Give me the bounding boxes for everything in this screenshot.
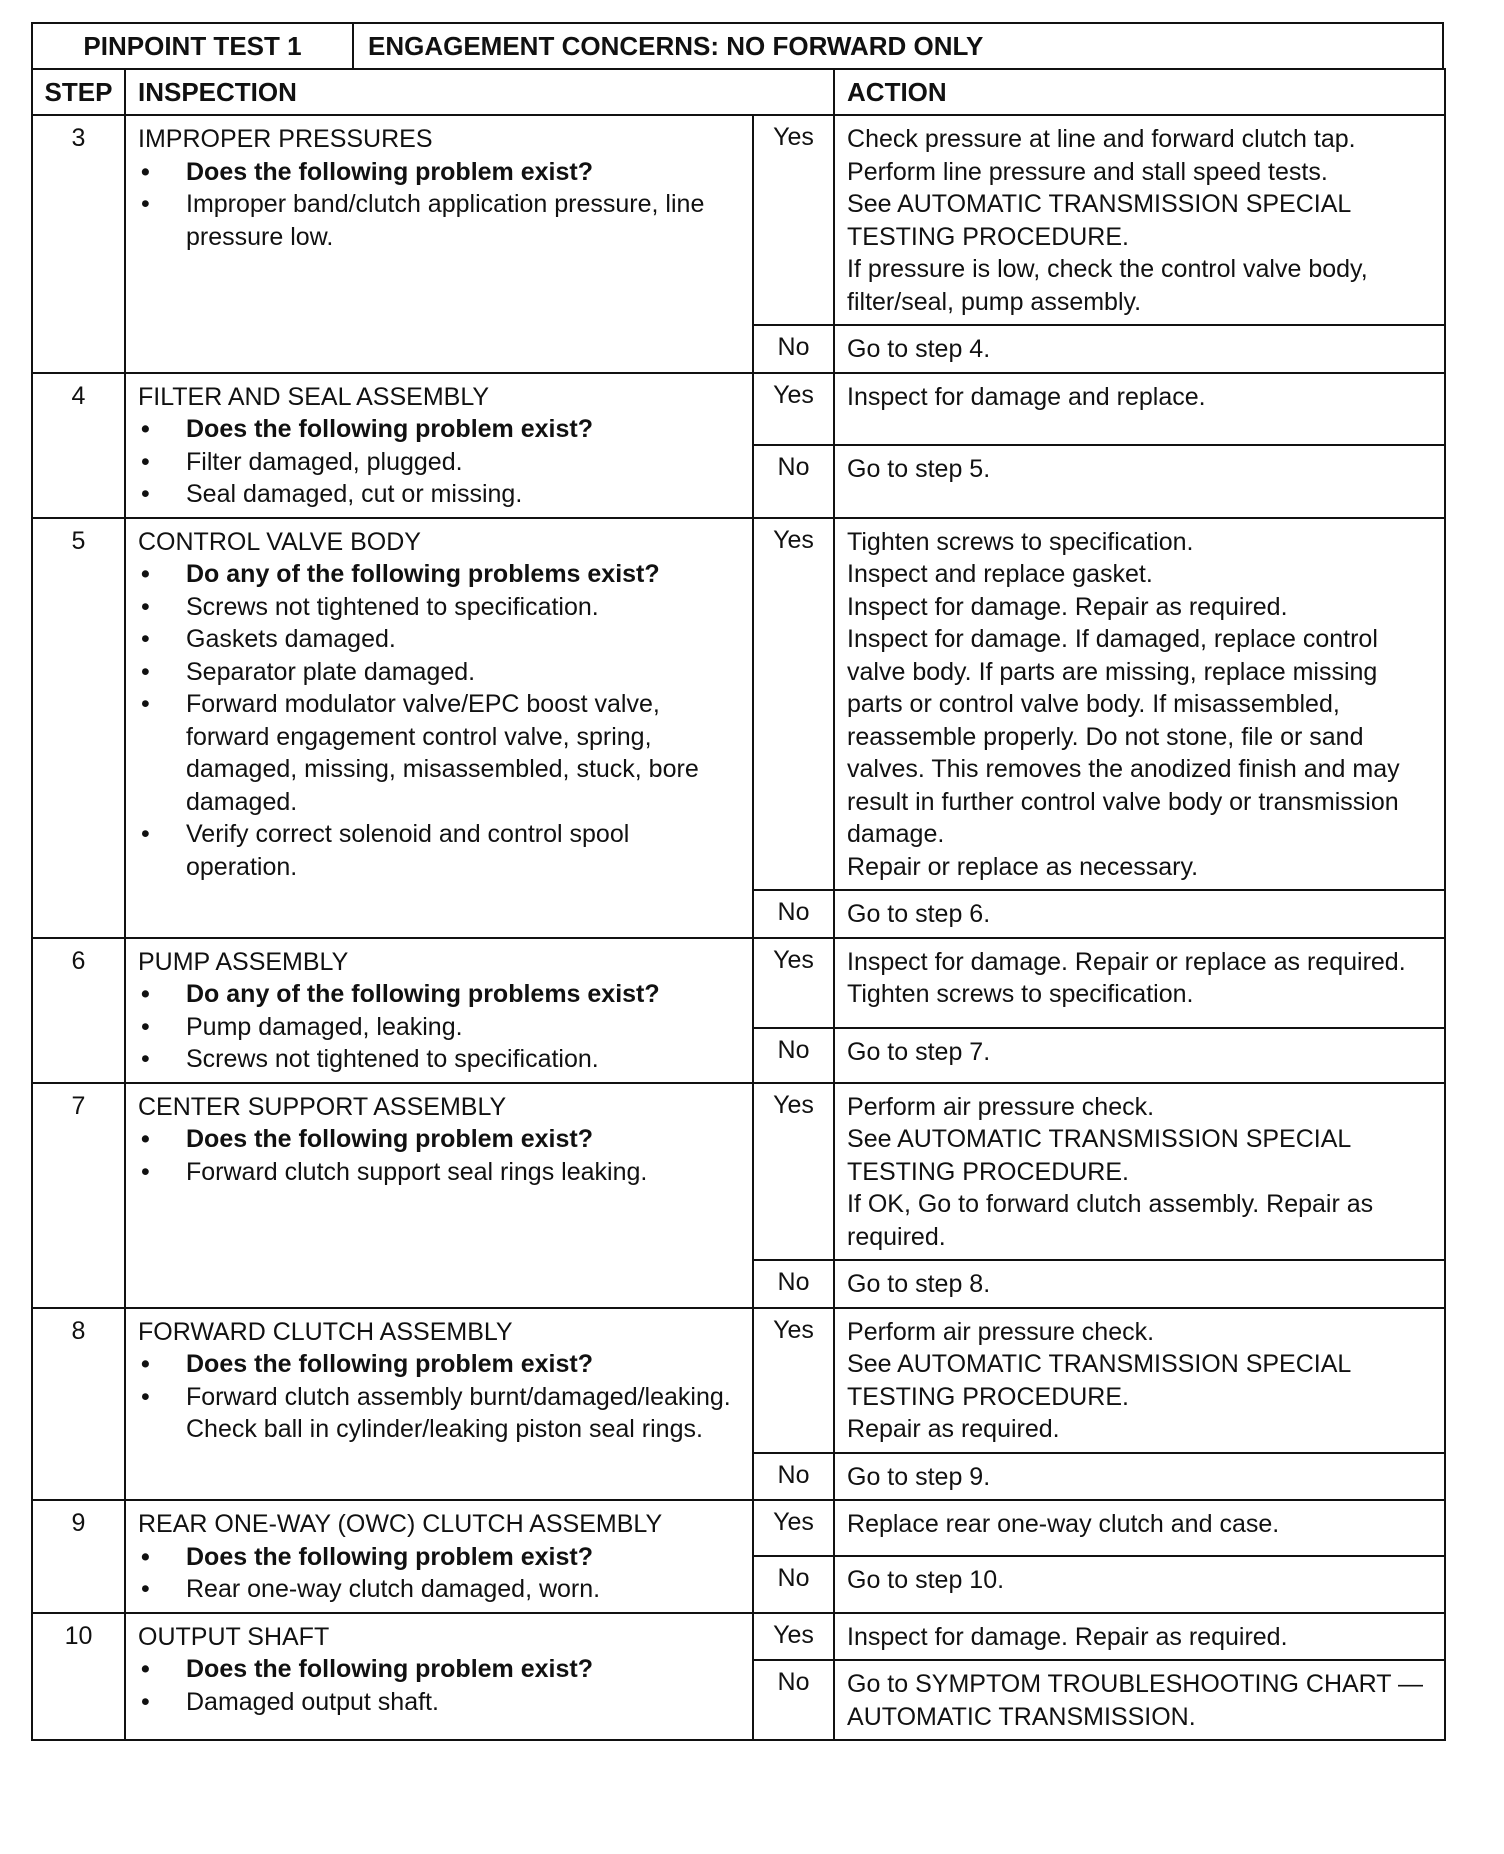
pinpoint-test-document xyxy=(31,22,1444,1741)
inspection-item: • Verify correct solenoid and control spool operation. xyxy=(138,818,742,883)
yes-action xyxy=(834,518,1445,891)
inspection-cell xyxy=(125,1308,753,1501)
inspection-title: CONTROL VALVE BODY xyxy=(138,527,421,556)
action-line: Perform line pressure and stall speed tests. xyxy=(847,157,1328,186)
no-action xyxy=(834,1660,1445,1740)
action-line: Go to step 9. xyxy=(847,1462,991,1491)
step-number: 5 xyxy=(32,518,125,938)
action-line: See AUTOMATIC TRANSMISSION SPECIAL TESTING PROCEDURE. xyxy=(847,1350,1351,1411)
inspection-title: FORWARD CLUTCH ASSEMBLY xyxy=(138,1317,513,1346)
yes-action xyxy=(834,1308,1445,1453)
inspection-item: • Forward clutch assembly burnt/damaged/leaking. Check ball in cylinder/leaking piston seal rings. xyxy=(138,1381,742,1446)
inspection-item: • Improper band/clutch application pressure, line pressure low. xyxy=(138,188,742,253)
action-line: Inspect and replace gasket. xyxy=(847,560,1153,588)
inspection-cell xyxy=(125,1083,753,1308)
inspection-list xyxy=(138,1653,742,1718)
inspection-item: • Pump damaged, leaking. xyxy=(138,1011,742,1044)
step-number: 10 xyxy=(32,1613,125,1741)
action-line: Inspect for damage. If damaged, replace control valve body. If parts are missing, replace missing parts or control valve body. If misassembled, reassemble properly. Do not stone, file or sand valves. This removes the anodized finish and may result in further control valve body or transmission damage. xyxy=(847,625,1400,848)
inspection-item: • Forward modulator valve/EPC boost valve, forward engagement control valve, spring, damaged, missing, misassembled, stuck, bore damaged. xyxy=(138,688,742,818)
inspection-cell xyxy=(125,938,753,1083)
yes-action xyxy=(834,373,1445,446)
inspection-list xyxy=(138,413,742,511)
action-line: Go to step 6. xyxy=(847,900,991,928)
yes-action xyxy=(834,1083,1445,1261)
action-line: Go to SYMPTOM TROUBLESHOOTING CHART — AUTOMATIC TRANSMISSION. xyxy=(847,1670,1424,1731)
inspection-cell xyxy=(125,1613,753,1741)
step-number: 8 xyxy=(32,1308,125,1501)
action-line: Go to step 7. xyxy=(847,1038,991,1067)
step-number: 6 xyxy=(32,938,125,1083)
no-label: No xyxy=(753,445,834,518)
header-row xyxy=(32,69,1445,115)
step-row-10 xyxy=(32,1613,1445,1661)
yes-label: Yes xyxy=(753,1083,834,1261)
yes-label: Yes xyxy=(753,1613,834,1661)
action-line: Inspect for damage. Repair as required. xyxy=(847,592,1288,621)
no-action xyxy=(834,1028,1445,1082)
yes-label: Yes xyxy=(753,373,834,446)
action-line: Go to step 5. xyxy=(847,455,991,483)
action-line: If OK, Go to forward clutch assembly. Repair as required. xyxy=(847,1190,1374,1251)
concern-title: ENGAGEMENT CONCERNS: NO FORWARD ONLY xyxy=(353,23,1443,69)
inspection-question: • Does the following problem exist? xyxy=(138,1653,742,1686)
no-action xyxy=(834,445,1445,518)
inspection-question: • Does the following problem exist? xyxy=(138,413,742,446)
no-label: No xyxy=(753,1260,834,1308)
step-number: 4 xyxy=(32,373,125,518)
inspection-item: • Gaskets damaged. xyxy=(138,623,742,656)
step-number: 9 xyxy=(32,1500,125,1613)
inspection-item: • Screws not tightened to specification. xyxy=(138,1043,742,1076)
step-row-8 xyxy=(32,1308,1445,1453)
action-line: Go to step 8. xyxy=(847,1270,991,1298)
step-row-4 xyxy=(32,373,1445,446)
action-line: If pressure is low, check the control valve body, filter/seal, pump assembly. xyxy=(847,255,1368,316)
no-label: No xyxy=(753,1660,834,1740)
inspection-item: • Filter damaged, plugged. xyxy=(138,446,742,479)
inspection-item: • Seal damaged, cut or missing. xyxy=(138,478,742,511)
action-line: Tighten screws to specification. xyxy=(847,980,1194,1008)
inspection-question: • Do any of the following problems exist? xyxy=(138,558,742,591)
inspection-question: • Do any of the following problems exist? xyxy=(138,978,742,1011)
inspection-list xyxy=(138,156,742,254)
step-header: STEP xyxy=(32,69,125,115)
inspection-title: IMPROPER PRESSURES xyxy=(138,125,433,153)
inspection-cell xyxy=(125,373,753,518)
title-bar xyxy=(31,22,1444,70)
action-line: Inspect for damage. Repair as required. xyxy=(847,1622,1288,1651)
action-line: See AUTOMATIC TRANSMISSION SPECIAL TESTING PROCEDURE. xyxy=(847,190,1351,251)
no-label: No xyxy=(753,1556,834,1612)
action-line: Tighten screws to specification. xyxy=(847,527,1194,556)
inspection-question: • Does the following problem exist? xyxy=(138,1541,742,1574)
yes-label: Yes xyxy=(753,1308,834,1453)
no-action xyxy=(834,890,1445,938)
inspection-title: FILTER AND SEAL ASSEMBLY xyxy=(138,382,490,411)
no-action xyxy=(834,325,1445,373)
no-action xyxy=(834,1260,1445,1308)
no-action xyxy=(834,1453,1445,1501)
action-line: Check pressure at line and forward clutch tap. xyxy=(847,125,1356,153)
inspection-question: • Does the following problem exist? xyxy=(138,156,742,189)
inspection-cell xyxy=(125,518,753,938)
inspection-item: • Forward clutch support seal rings leaking. xyxy=(138,1156,742,1189)
yes-label: Yes xyxy=(753,518,834,891)
test-title: PINPOINT TEST 1 xyxy=(32,23,353,69)
action-line: Replace rear one-way clutch and case. xyxy=(847,1510,1280,1538)
inspection-question: • Does the following problem exist? xyxy=(138,1348,742,1381)
no-action xyxy=(834,1556,1445,1612)
inspection-list xyxy=(138,1541,742,1606)
inspection-title: PUMP ASSEMBLY xyxy=(138,947,349,976)
inspection-list xyxy=(138,558,742,883)
inspection-list xyxy=(138,1123,742,1188)
action-line: Inspect for damage and replace. xyxy=(847,382,1206,411)
step-row-3 xyxy=(32,115,1445,325)
step-number: 7 xyxy=(32,1083,125,1308)
action-line: Repair as required. xyxy=(847,1415,1060,1443)
no-label: No xyxy=(753,1453,834,1501)
yes-action xyxy=(834,1613,1445,1661)
no-label: No xyxy=(753,325,834,373)
yes-action xyxy=(834,1500,1445,1556)
no-label: No xyxy=(753,890,834,938)
inspection-title: OUTPUT SHAFT xyxy=(138,1622,330,1651)
action-line: Inspect for damage. Repair or replace as required. xyxy=(847,947,1406,976)
step-row-6 xyxy=(32,938,1445,1029)
action-line: Perform air pressure check. xyxy=(847,1317,1155,1346)
yes-action xyxy=(834,115,1445,325)
inspection-list xyxy=(138,1348,742,1446)
inspection-list xyxy=(138,978,742,1076)
yes-label: Yes xyxy=(753,938,834,1029)
step-row-9 xyxy=(32,1500,1445,1556)
action-line: See AUTOMATIC TRANSMISSION SPECIAL TESTING PROCEDURE. xyxy=(847,1125,1351,1186)
inspection-item: • Separator plate damaged. xyxy=(138,656,742,689)
yes-label: Yes xyxy=(753,115,834,325)
inspection-question: • Does the following problem exist? xyxy=(138,1123,742,1156)
inspection-header: INSPECTION xyxy=(125,69,834,115)
inspection-item: • Rear one-way clutch damaged, worn. xyxy=(138,1573,742,1606)
inspection-item: • Damaged output shaft. xyxy=(138,1686,742,1719)
step-row-5 xyxy=(32,518,1445,891)
step-row-7 xyxy=(32,1083,1445,1261)
action-line: Go to step 4. xyxy=(847,335,991,363)
inspection-cell xyxy=(125,115,753,373)
inspection-title: CENTER SUPPORT ASSEMBLY xyxy=(138,1092,507,1121)
action-header: ACTION xyxy=(834,69,1445,115)
inspection-cell xyxy=(125,1500,753,1613)
no-label: No xyxy=(753,1028,834,1082)
action-line: Perform air pressure check. xyxy=(847,1092,1155,1121)
inspection-table xyxy=(31,68,1446,1741)
inspection-title: REAR ONE-WAY (OWC) CLUTCH ASSEMBLY xyxy=(138,1510,663,1538)
yes-action xyxy=(834,938,1445,1029)
step-number: 3 xyxy=(32,115,125,373)
action-line: Go to step 10. xyxy=(847,1566,1005,1595)
yes-label: Yes xyxy=(753,1500,834,1556)
action-line: Repair or replace as necessary. xyxy=(847,852,1199,881)
inspection-item: • Screws not tightened to specification. xyxy=(138,591,742,624)
